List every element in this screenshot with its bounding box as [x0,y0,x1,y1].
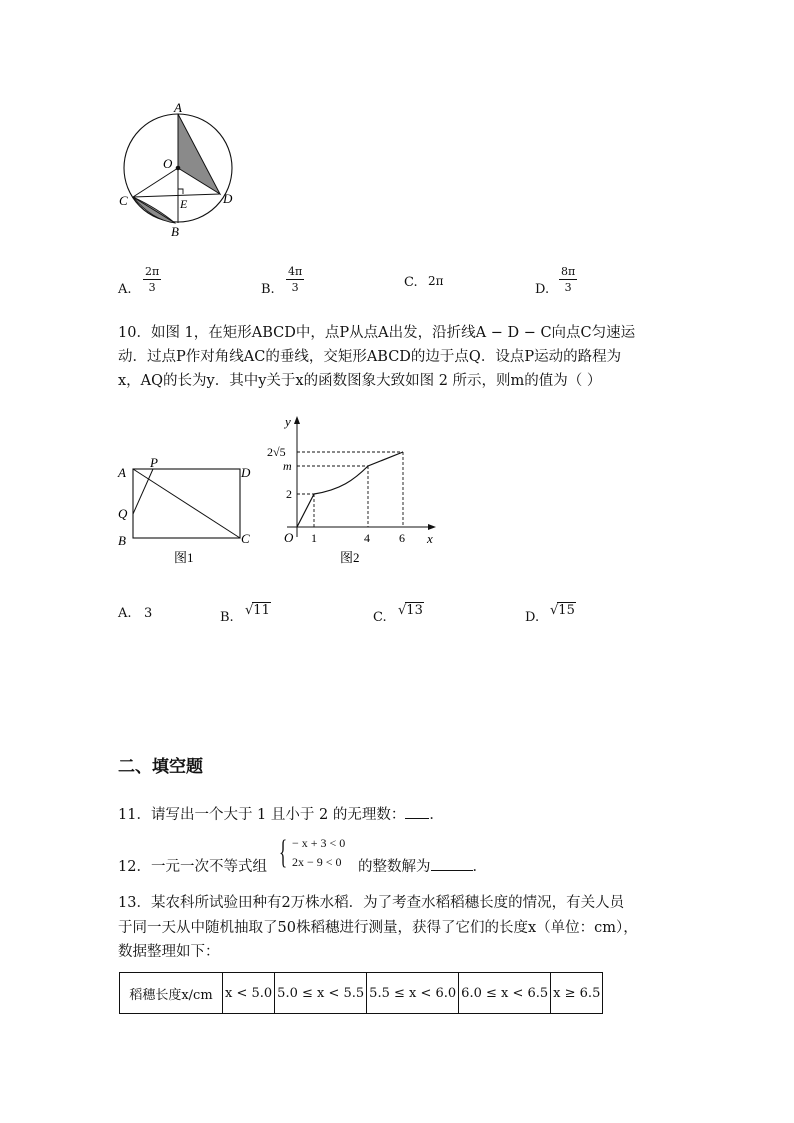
table-header-cell: x < 5.0 [223,973,275,1014]
q12-inequality-2: 2x − 9 < 0 [292,855,342,869]
q9-option-d-den: 3 [564,281,572,294]
q13-line-1: 13．某农科所试验田种有2万株水稻．为了考查水稻稻穗长度的情况，有关人员 [118,895,625,911]
q10-option-a-value: 3 [144,606,153,621]
q12-system [292,834,345,872]
fig2-x-axis-label: x [427,531,433,546]
q11-answer-blank[interactable] [405,806,429,819]
q10-option-d-radicand: 15 [558,603,575,618]
label-b: B [171,224,179,239]
q12-answer-blank[interactable] [431,858,473,871]
q9-option-a-num: 2π [145,265,160,278]
fig1-label-q: Q [118,506,128,521]
q9-option-a-fraction [143,266,161,293]
q11-end: ． [429,807,444,823]
q9-option-a-letter: A. [118,282,132,297]
q9-option-d-fraction [559,266,577,293]
table-header-cell: 5.0 ≤ x < 5.5 [275,973,367,1014]
label-c: C [119,193,128,208]
label-d: D [223,191,233,206]
q10-option-c-letter: C. [373,610,387,625]
q10-option-a-letter: A. [118,606,132,621]
figure-1-rectangle [112,452,262,572]
q13-line-3: 数据整理如下： [118,944,220,960]
table-header-cell: x ≥ 6.5 [551,973,603,1014]
fig2-caption: 图2 [340,550,360,565]
q9-option-b-den: 3 [291,281,299,294]
q12-prefix: 12．一元一次不等式组 [118,859,267,875]
q10-option-b-sqrt: √11 [245,603,270,618]
label-e: E [180,197,188,211]
q9-option-c-value: 2π [428,274,444,288]
fig1-label-b: B [118,533,126,548]
q12-suffix-line [358,855,487,876]
q10-option-b-radicand: 11 [253,603,270,618]
q13-data-table [119,972,603,1014]
q11-text: 11．请写出一个大于 1 且小于 2 的无理数： [118,807,406,823]
fig1-label-a: A [118,465,126,480]
fig2-xtick-6: 6 [399,531,405,545]
q10-option-d-sqrt: √15 [550,603,575,618]
fig2-ytick-2: 2 [286,487,292,501]
fig1-label-p: P [150,455,158,470]
q9-option-b-num: 4π [288,265,303,278]
fig1-label-d: D [241,465,251,480]
q9-option-a-den: 3 [148,281,156,294]
q12-brace: { [279,834,288,871]
q9-option-d-num: 8π [561,265,576,278]
fig2-y-axis-label: y [285,414,291,429]
q13-line-2: 于同一天从中随机抽取了50株稻穗进行测量，获得了它们的长度x（单位：cm）， [118,920,638,936]
q10-option-d-letter: D. [525,610,540,625]
table-row [120,973,603,1014]
table-header-cell: 5.5 ≤ x < 6.0 [367,973,459,1014]
fig2-xtick-1: 1 [311,531,317,545]
circle-figure [112,96,242,241]
q12-suffix: 的整数解为 [358,859,431,875]
q11-line [118,803,444,824]
figure-2-graph [262,410,442,570]
q9-option-d-letter: D. [535,282,550,297]
q10-line-1: 10．如图 1，在矩形ABCD中，点P从点A出发，沿折线A − D − C向点C匀速运 [118,325,636,341]
q12-inequality-1: − x + 3 < 0 [292,836,346,850]
fig2-origin-label: O [284,530,294,545]
fig1-label-c: C [241,531,250,546]
table-header-cell: 稻穗长度x/cm [120,973,223,1014]
q10-line-2: 动．过点P作对角线AC的垂线，交矩形ABCD的边于点Q．设点P运动的路程为 [118,349,622,365]
q12-end: ． [472,859,487,875]
label-o: O [163,156,173,171]
q9-option-c-letter: C. [404,275,418,290]
q9-option-b-letter: B. [261,282,275,297]
q10-option-c-radicand: 13 [406,603,423,618]
fig1-caption: 图1 [174,550,194,565]
fig2-xtick-4: 4 [364,531,370,545]
q10-option-b-letter: B. [220,610,234,625]
section-title-fill-in: 二、填空题 [118,757,203,777]
q10-option-c-sqrt: √13 [398,603,423,618]
fig2-ytick-2sqrt5: 2√5 [267,445,286,459]
table-header-cell: 6.0 ≤ x < 6.5 [459,973,551,1014]
fig2-ytick-m: m [283,459,292,473]
q10-line-3: x，AQ的长为y．其中y关于x的函数图象大致如图 2 所示，则m的值为（ ） [118,373,602,389]
q9-option-b-fraction [286,266,304,293]
label-a: A [174,100,182,115]
